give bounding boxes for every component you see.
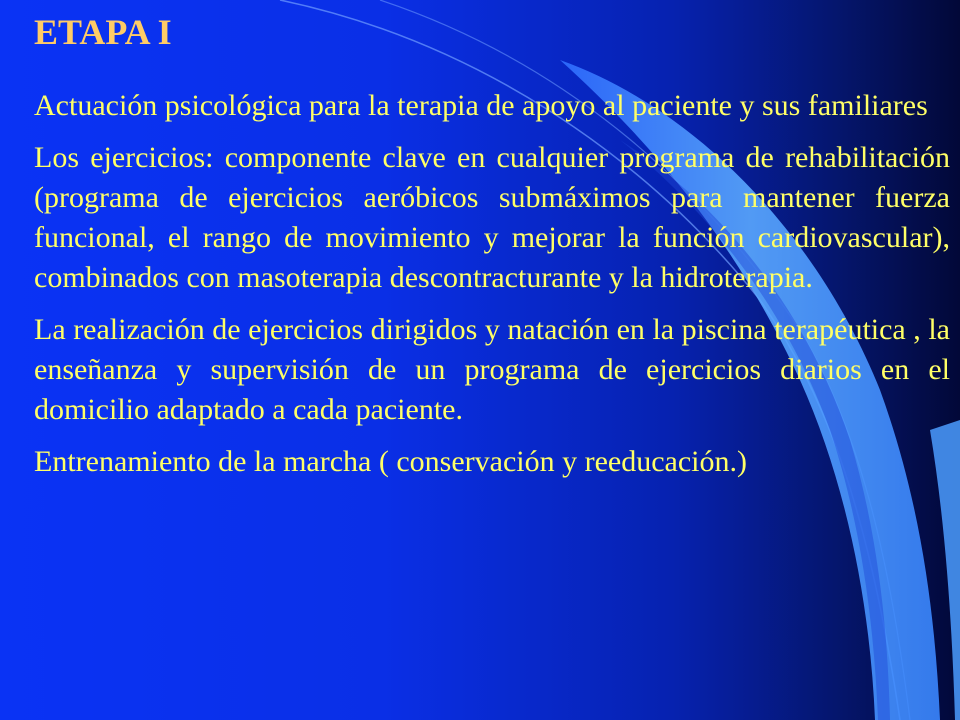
paragraph-gait-training: Entrenamiento de la marcha ( conservación y reeducación.) [34, 445, 747, 478]
paragraph-pool-exercises: La realización de ejercicios dirigidos y natación en la piscina terapéutica , la enseñanza y supervisión de un programa de ejercicios diarios en el domicilio adaptado a cada paciente. [34, 313, 950, 426]
slide-title: ETAPA I [34, 12, 172, 52]
paragraph-exercises: Los ejercicios: componente clave en cualquier programa de rehabilitación (programa de ejercicios aeróbicos submáximos para mantener fuerza funcional, el rango de movimiento y mejorar la función cardiovascular), combinados con masoterapia descontracturante y la hidroterapia. [34, 141, 950, 294]
paragraph-psychological-support: Actuación psicológica para la terapia de apoyo al paciente y sus familiares [34, 89, 928, 122]
slide-content [34, 8, 950, 482]
